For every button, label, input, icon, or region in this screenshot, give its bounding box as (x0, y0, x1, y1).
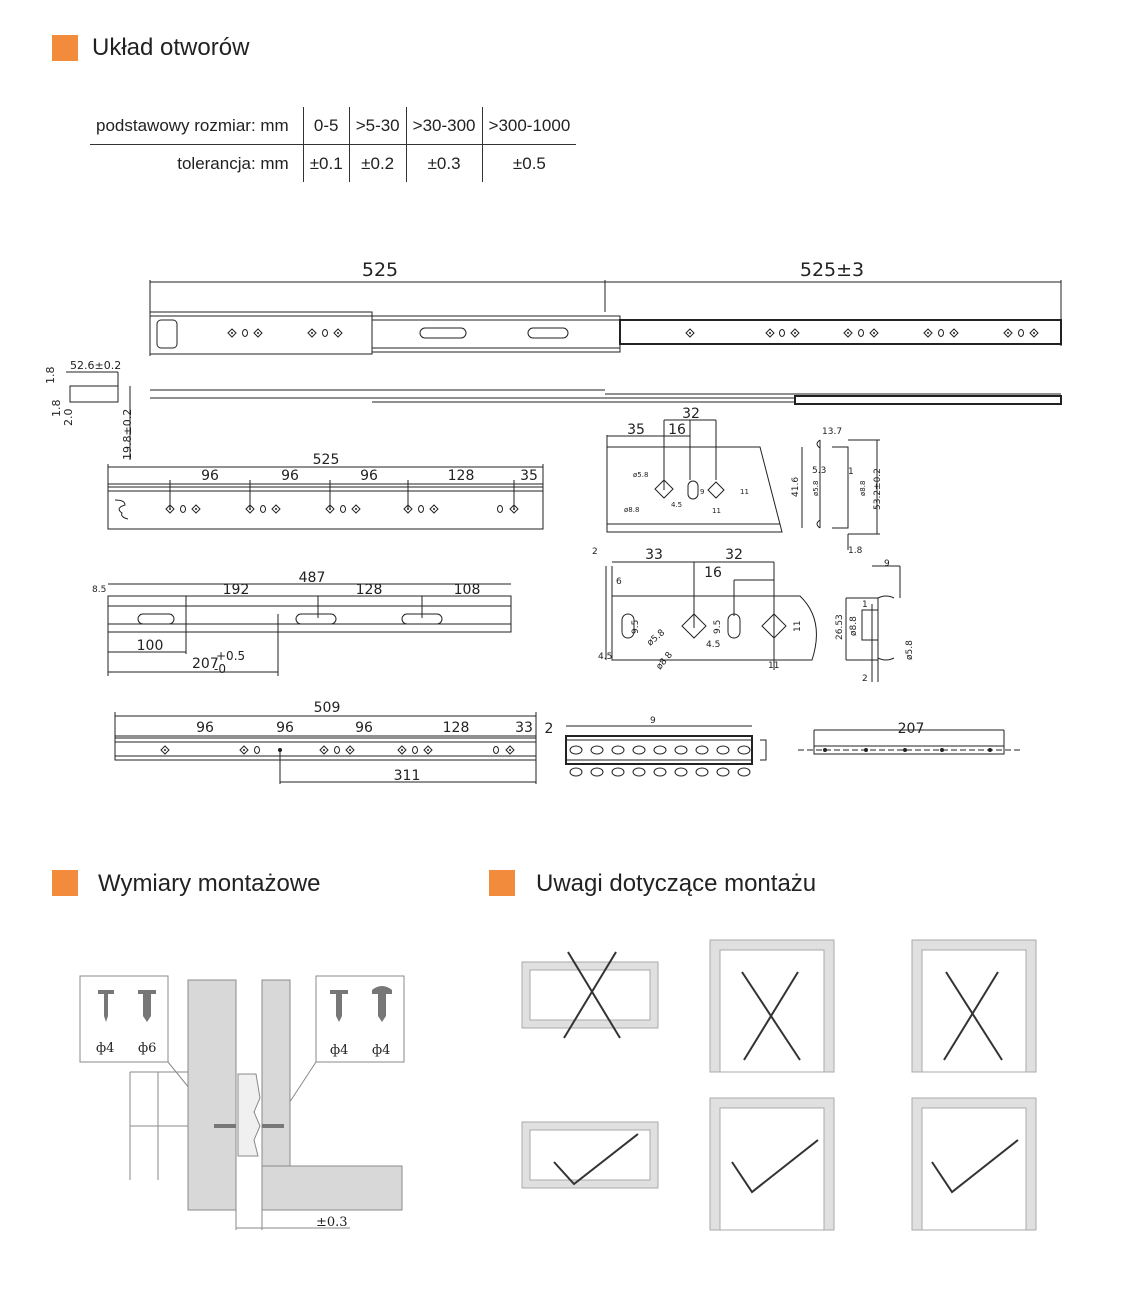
tolerance-cell: ±0.5 (482, 145, 576, 183)
dim-label: 52.6±0.2 (70, 359, 122, 372)
size-cell: >300-1000 (482, 107, 576, 145)
dim-label: 13.7 (822, 427, 843, 437)
section-title-mounting-dimensions: Wymiary montażowe (98, 870, 321, 897)
dim-label: 4.5 (706, 640, 721, 650)
screw-label: ф4 (330, 1043, 349, 1058)
mounting-note-correct-1 (522, 1122, 658, 1188)
dim-label: 1.8 (50, 399, 63, 417)
dim-label: 53.2±0.2 (873, 468, 883, 510)
dim-label: 2 (592, 547, 598, 557)
dim-label: 9 (700, 488, 705, 496)
dim-label: 2 (544, 721, 554, 737)
dim-label: ø8.8 (859, 480, 867, 496)
dim-label: 16 (668, 422, 686, 438)
dim-label: 4.5 (598, 652, 613, 662)
dim-label: 26.53 (835, 614, 845, 640)
dim-label: 128 (447, 468, 475, 484)
dim-label: ø5.8 (633, 471, 649, 479)
dim-label: ø5.8 (812, 480, 820, 496)
dim-label: 96 (281, 468, 299, 484)
dim-label: 525 (361, 259, 399, 281)
dim-label: 509 (313, 700, 341, 716)
tolerance-label: tolerancja: mm (177, 153, 289, 173)
dim-label: 33 (645, 547, 663, 563)
dim-label: 32 (725, 547, 743, 563)
section-title-mounting-notes: Uwagi dotyczące montażu (536, 870, 817, 897)
screw-label: ф4 (96, 1041, 115, 1056)
dim-label: 1.8 (848, 546, 863, 556)
dim-label: 11 (712, 507, 721, 515)
tolerance-cell: ±0.1 (303, 145, 349, 183)
dim-label: 128 (442, 720, 470, 736)
dim-label: 128 (355, 582, 383, 598)
dim-label: 9.5 (713, 619, 723, 634)
dim-label: 96 (276, 720, 294, 736)
dim-label: 11 (740, 488, 749, 496)
dim-label: 33 (515, 720, 533, 736)
dim-label: 9 (884, 559, 890, 569)
dim-label: 16 (704, 565, 722, 581)
dim-label: 11 (768, 661, 780, 671)
tolerance-cell: ±0.2 (349, 145, 406, 183)
dim-label: ø5.8 (905, 640, 915, 660)
dim-label: 35 (627, 422, 645, 438)
dim-label: 6 (616, 577, 622, 587)
mounting-note-wrong-2 (710, 940, 834, 1072)
dim-label: 41.6 (791, 476, 801, 497)
dim-label: 96 (360, 468, 378, 484)
screw-label: ф4 (372, 1043, 391, 1058)
mounting-note-wrong-1 (522, 952, 658, 1038)
dim-label: 207 (897, 721, 925, 737)
dim-label: ø8.8 (624, 506, 640, 514)
dim-label: 192 (222, 582, 250, 598)
dim-label: 1 (862, 600, 868, 610)
mounting-note-correct-2 (710, 1098, 834, 1230)
dim-label: ø5.8 (645, 627, 668, 649)
screw-label: ф6 (138, 1041, 157, 1056)
dim-label: 19.8±0.2 (121, 408, 134, 460)
mounting-note-correct-3 (912, 1098, 1036, 1230)
dim-label: 9.5 (631, 619, 641, 634)
section-title-hole-layout: Układ otworów (92, 34, 250, 61)
dim-label: 108 (453, 582, 481, 598)
mounting-note-wrong-3 (912, 940, 1036, 1072)
dim-label: 1 (848, 467, 854, 477)
dim-label: 525 (312, 452, 340, 468)
dim-label: 207 (192, 656, 219, 672)
size-cell: >30-300 (406, 107, 482, 145)
dim-label: 4.5 (671, 501, 683, 509)
dim-label: ø8.8 (849, 616, 859, 636)
dim-label: +0.5 (216, 649, 246, 663)
size-cell: >5-30 (349, 107, 406, 145)
dim-label: 525±3 (799, 259, 865, 281)
size-cell: 0-5 (303, 107, 349, 145)
dim-label: 8.5 (92, 585, 107, 595)
dim-label: 311 (393, 768, 421, 784)
dim-label: ø8.8 (654, 650, 676, 672)
dim-label: -0 (214, 662, 226, 676)
dim-label: 2.0 (62, 408, 75, 426)
dim-label: 487 (298, 570, 326, 586)
tolerance-label: ±0.3 (316, 1215, 348, 1230)
dim-label: 32 (682, 406, 700, 422)
dim-label: 100 (136, 638, 164, 654)
dim-label: 35 (520, 468, 538, 484)
size-label: podstawowy rozmiar: mm (90, 107, 303, 145)
dim-label: 9 (650, 716, 656, 726)
dim-label: 96 (201, 468, 219, 484)
tolerance-cell: ±0.3 (406, 145, 482, 183)
dim-label: 5.3 (812, 466, 827, 476)
dim-label: 96 (196, 720, 214, 736)
dim-label: 1.8 (44, 366, 57, 384)
dim-label: 96 (355, 720, 373, 736)
dim-label: 2 (862, 674, 868, 684)
dim-label: 11 (793, 620, 803, 632)
